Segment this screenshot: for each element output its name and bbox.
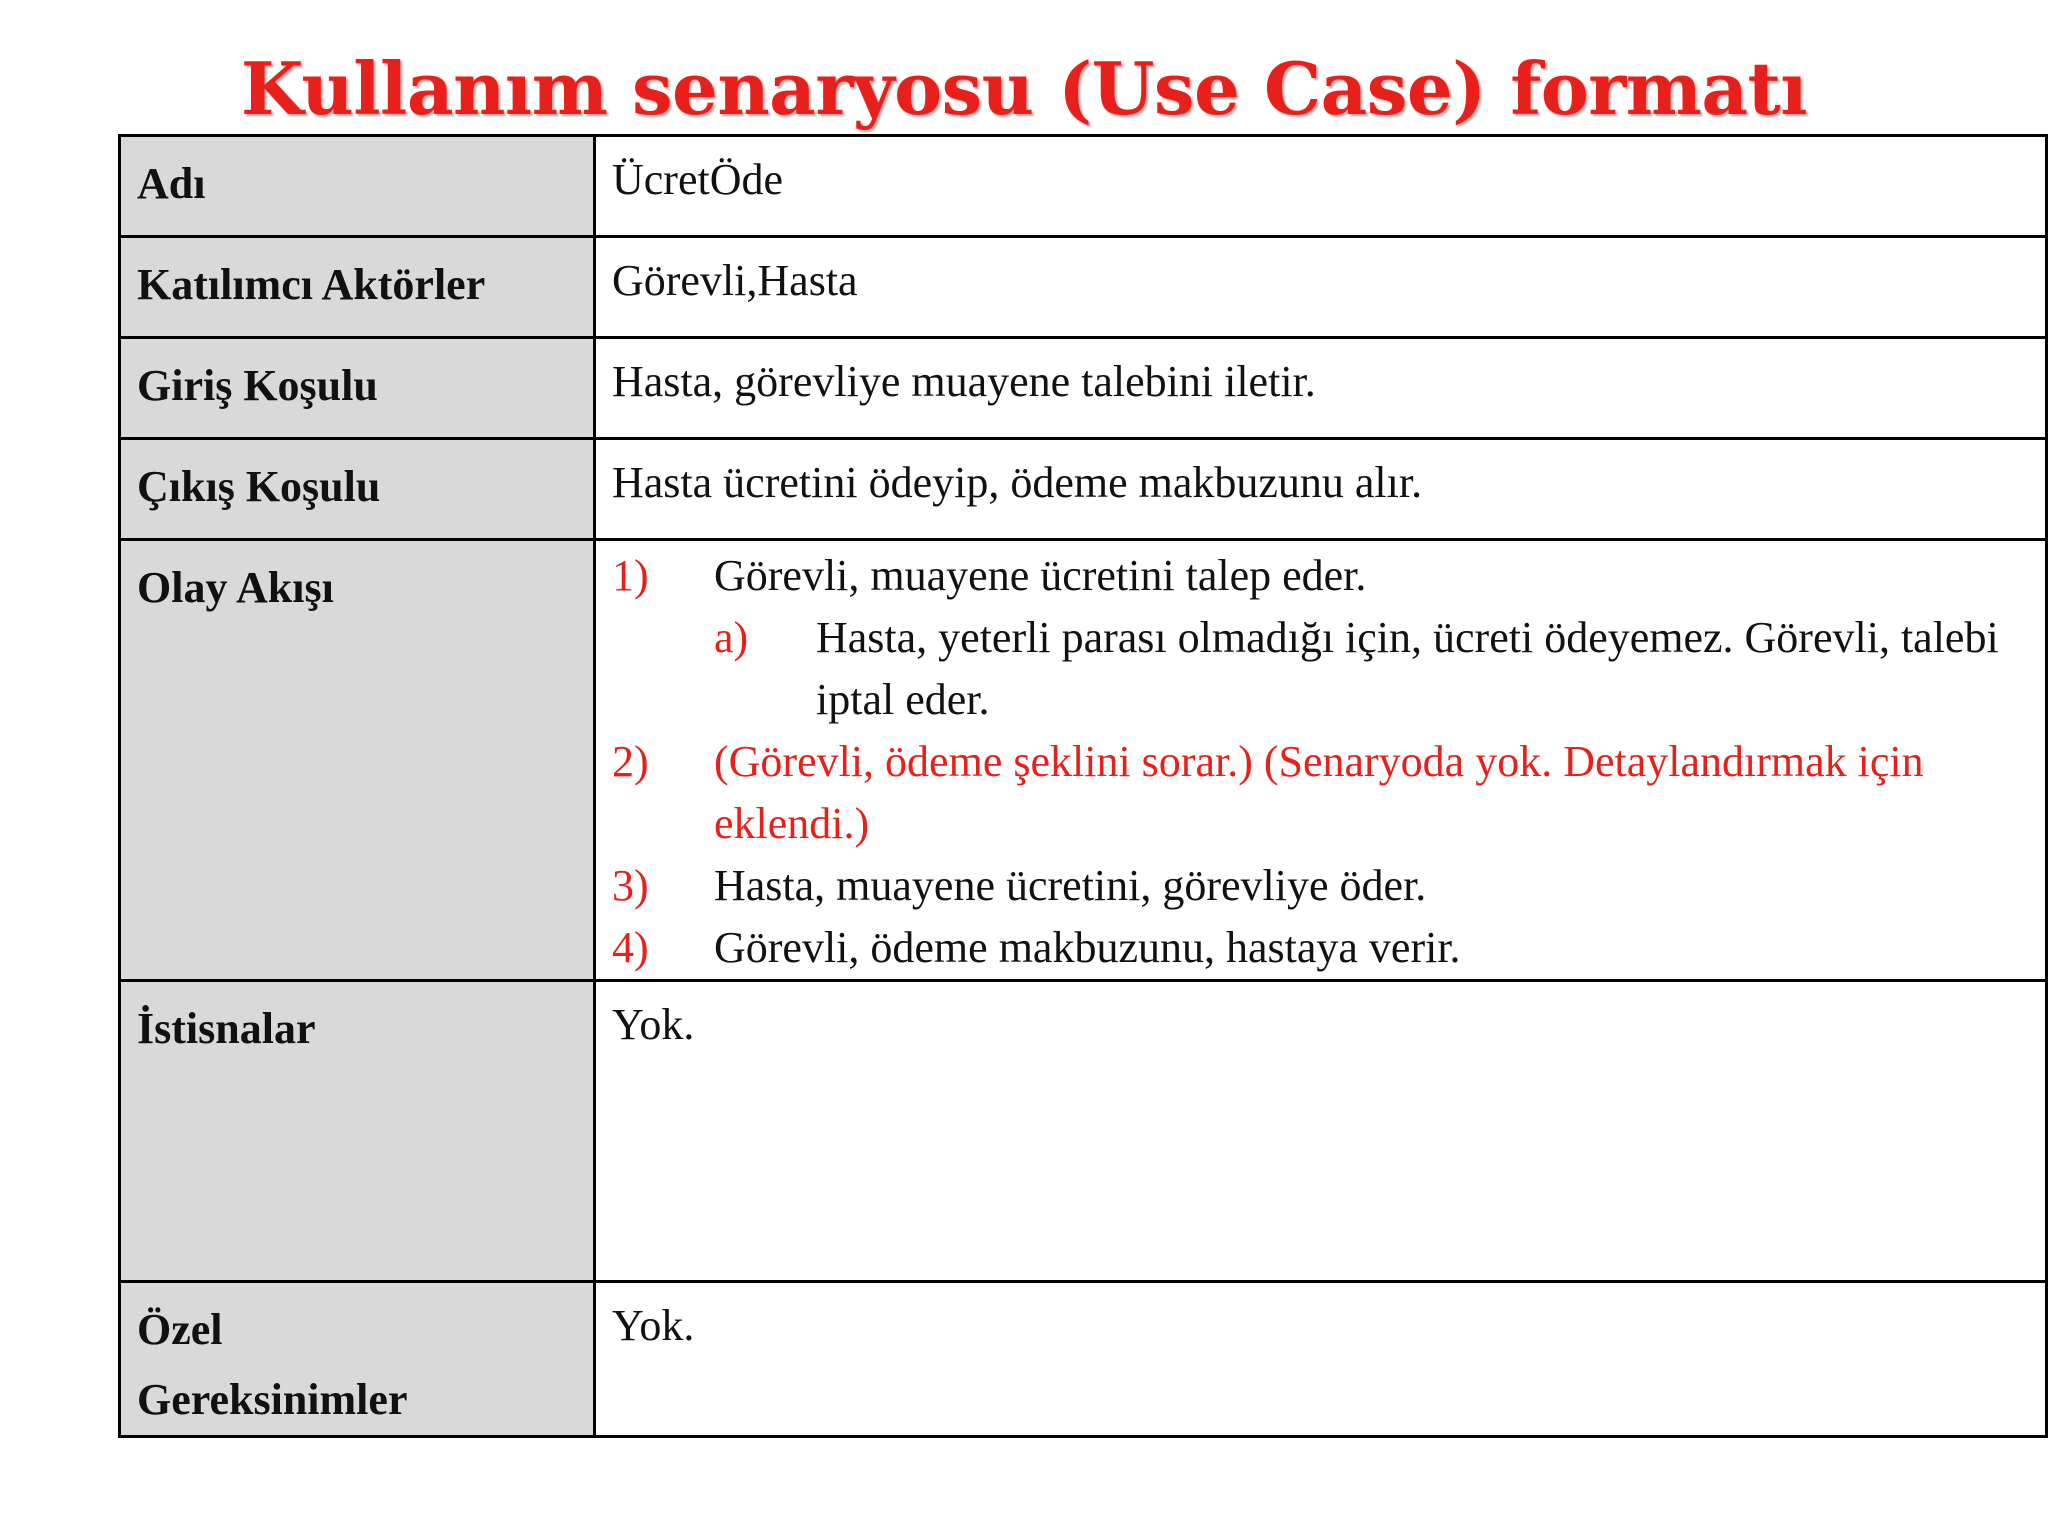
special-label-line-2: Gereksinimler [137, 1375, 408, 1424]
flow-step-1 [612, 545, 2029, 731]
row-label-name: Adı [120, 136, 595, 237]
flow-step-number: 4) [612, 923, 649, 972]
row-label-entry-condition: Giriş Koşulu [120, 338, 595, 439]
flow-step-text: (Görevli, ödeme şeklini sorar.) (Senaryoda yok. Detaylandırmak için eklendi.) [714, 737, 1924, 848]
table-row-exit [120, 439, 2047, 540]
event-flow-list [612, 545, 2029, 979]
table-row-flow [120, 540, 2047, 981]
row-value-entry-condition: Hasta, görevliye muayene talebini iletir. [595, 338, 2047, 439]
row-value-exceptions: Yok. [595, 981, 2047, 1282]
row-value-exit-condition: Hasta ücretini ödeyip, ödeme makbuzunu alır. [595, 439, 2047, 540]
slide-title: Kullanım senaryosu (Use Case) formatı [240, 46, 1808, 131]
flow-step-4 [612, 917, 2029, 979]
flow-step-number: 1) [612, 551, 649, 600]
table-row-actors [120, 237, 2047, 338]
flow-substep-text: Hasta, yeterli parası olmadığı için, ücreti ödeyemez. Görevli, talebi iptal eder. [816, 613, 1999, 724]
row-label-event-flow: Olay Akışı [120, 540, 595, 981]
flow-substep-a [714, 607, 2029, 731]
table-row-entry [120, 338, 2047, 439]
flow-step-number: 2) [612, 737, 649, 786]
row-label-exceptions: İstisnalar [120, 981, 595, 1282]
flow-step-number: 3) [612, 861, 649, 910]
row-value-actors: Görevli,Hasta [595, 237, 2047, 338]
table-row-special [120, 1282, 2047, 1437]
flow-step-3 [612, 855, 2029, 917]
table-row-name [120, 136, 2047, 237]
special-label-line-1: Özel [137, 1305, 223, 1354]
flow-step-text: Görevli, ödeme makbuzunu, hastaya verir. [714, 923, 1461, 972]
row-value-event-flow [595, 540, 2047, 981]
flow-step-text: Hasta, muayene ücretini, görevliye öder. [714, 861, 1427, 910]
row-label-exit-condition: Çıkış Koşulu [120, 439, 595, 540]
row-label-special-requirements [120, 1282, 595, 1437]
flow-step-text: Görevli, muayene ücretini talep eder. [714, 551, 1367, 600]
flow-substep-letter: a) [714, 613, 749, 662]
use-case-table [118, 134, 2048, 1438]
row-label-actors: Katılımcı Aktörler [120, 237, 595, 338]
row-value-name: ÜcretÖde [595, 136, 2047, 237]
flow-step-2 [612, 731, 2029, 855]
row-value-special-requirements: Yok. [595, 1282, 2047, 1437]
table-row-exceptions [120, 981, 2047, 1282]
